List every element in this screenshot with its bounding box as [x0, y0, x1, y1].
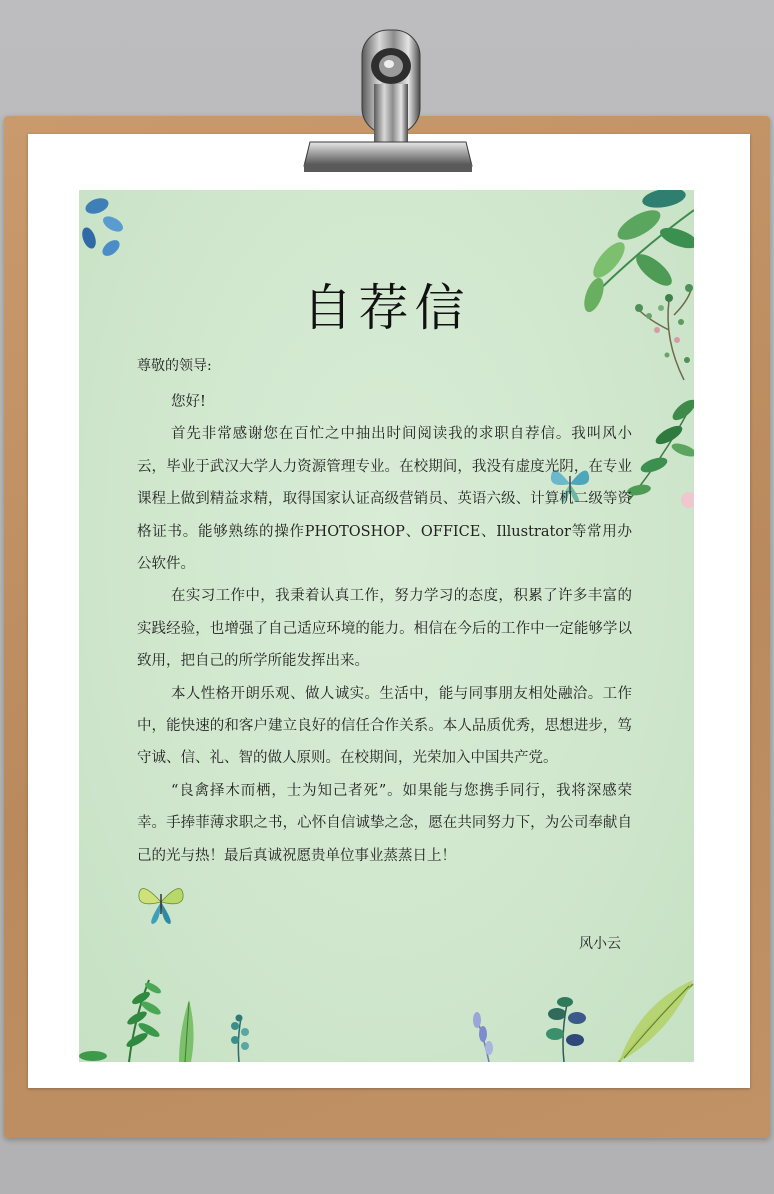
blue-leaves-icon — [79, 194, 139, 274]
paragraph: 首先非常感谢您在百忙之中抽出时间阅读我的求职自荐信。我叫风小云，毕业于武汉大学人力资源管理专业。在校期间，我没有虚度光阴，在专业课程上做到精益求精，取得国家认证高级营销员、英语六级、计算机二级等资格证书。能够熟练的操作PHOTOSHOP、OFFICE、Illustrator等常用办公软件。 — [137, 426, 632, 573]
lavender-icon — [469, 974, 694, 1062]
salutation: 尊敬的领导: — [137, 358, 212, 374]
signature: 风小云 — [579, 936, 621, 952]
letter-title: 自荐信 — [302, 279, 471, 337]
letter-paper — [79, 190, 694, 1062]
paragraph: “良禽择木而栖，士为知己者死”。如果能与您携手同行，我将深感荣幸。手捧菲薄求职之书，心怀自信诚挚之念，愿在共同努力下，为公司奉献自己的光与热！最后真诚祝愿贵单位事业蒸蒸日上！ — [137, 782, 632, 864]
paragraph: 本人性格开朗乐观、做人诚实。生活中，能与同事朋友相处融洽。工作中，能快速的和客户建立良好的信任合作关系。本人品质优秀，思想进步，笃守诚、信、礼、智的做人原则。在校期间，光荣加入中国共产党。 — [137, 685, 632, 767]
fern-icon — [79, 970, 269, 1062]
letter-body — [137, 386, 632, 872]
butterfly-icon — [135, 878, 187, 928]
binder-clip-icon — [296, 24, 480, 178]
greeting: 您好! — [171, 394, 206, 410]
paragraph: 在实习工作中，我秉着认真工作，努力学习的态度，积累了许多丰富的实践经验，也增强了自己适应环境的能力。相信在今后的工作中一定能够学以致用，把自己的所学所能发挥出来。 — [137, 588, 632, 670]
